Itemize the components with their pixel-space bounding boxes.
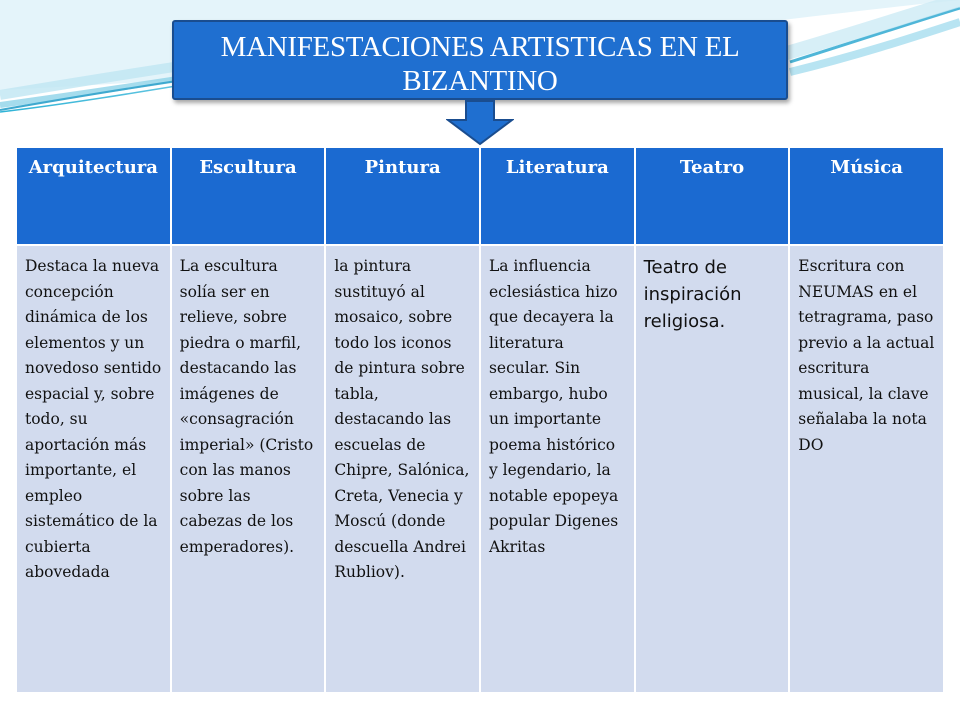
column-header-teatro: Teatro xyxy=(635,147,790,245)
table-header-row xyxy=(16,147,944,245)
cell-literatura: La influencia eclesiástica hizo que decayera la literatura secular. Sin embargo, hubo un importante poema histórico y legendario, la notable epopeya popular Digenes Akritas xyxy=(480,245,635,693)
column-header-arquitectura: Arquitectura xyxy=(16,147,171,245)
cell-musica: Escritura con NEUMAS en el tetragrama, paso previo a la actual escritura musical, la clave señalaba la nota DO xyxy=(789,245,944,693)
column-header-musica: Música xyxy=(789,147,944,245)
cell-teatro: Teatro de inspiración religiosa. xyxy=(635,245,790,693)
column-header-pintura: Pintura xyxy=(325,147,480,245)
cell-pintura: la pintura sustituyó al mosaico, sobre todo los iconos de pintura sobre tabla, destacando las escuelas de Chipre, Salónica, Creta, Venecia y Moscú (donde descuella Andrei Rubliov). xyxy=(325,245,480,693)
column-header-escultura: Escultura xyxy=(171,147,326,245)
down-arrow-icon xyxy=(446,100,514,146)
cell-escultura: La escultura solía ser en relieve, sobre piedra o marfil, destacando las imágenes de «consagración imperial» (Cristo con las manos sobre las cabezas de los emperadores). xyxy=(171,245,326,693)
slide-title: MANIFESTACIONES ARTISTICAS EN EL BIZANTINO xyxy=(172,20,788,100)
table-row xyxy=(16,245,944,693)
cell-arquitectura: Destaca la nueva concepción dinámica de los elementos y un novedoso sentido espacial y, sobre todo, su aportación más importante, el empleo sistemático de la cubierta abovedada xyxy=(16,245,171,693)
column-header-literatura: Literatura xyxy=(480,147,635,245)
art-manifestations-table xyxy=(15,146,945,694)
